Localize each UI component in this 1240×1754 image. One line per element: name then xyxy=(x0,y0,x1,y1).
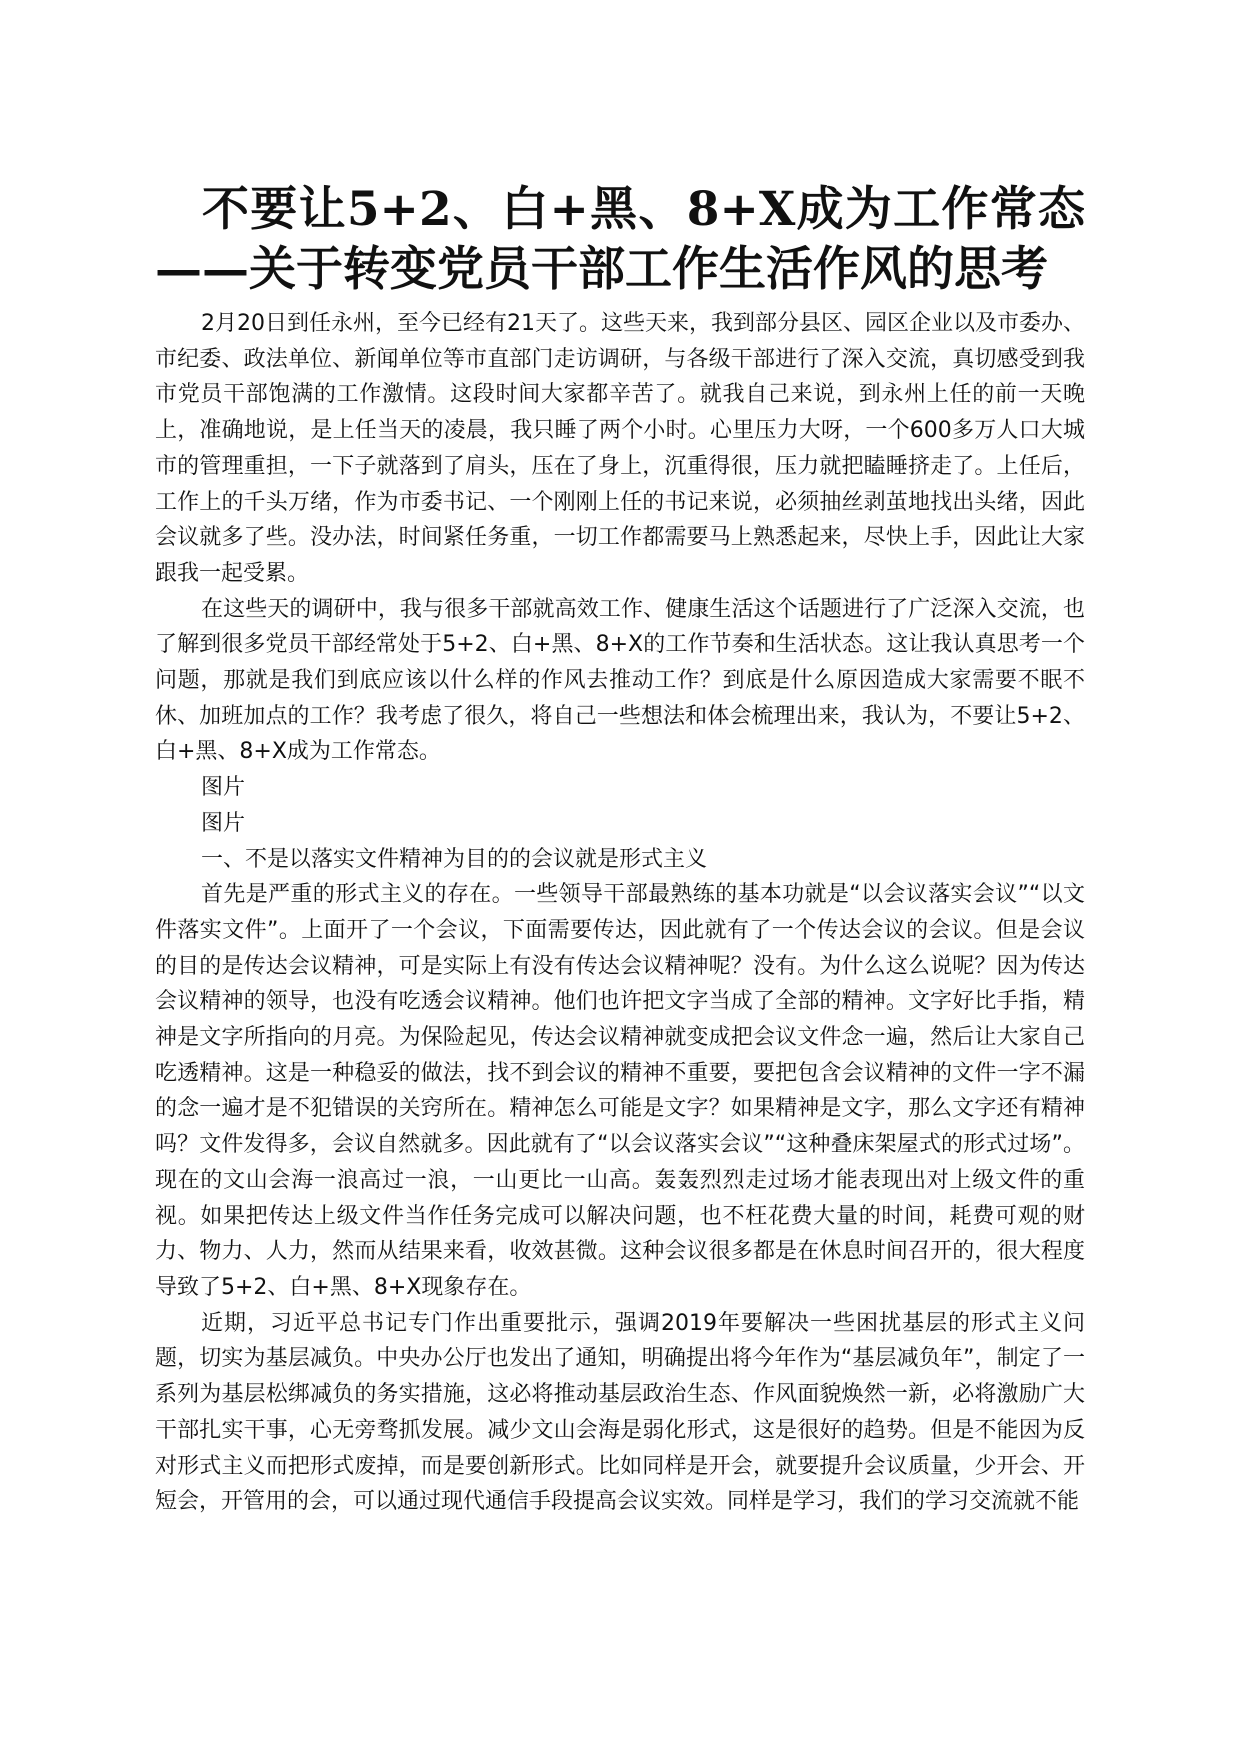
paragraph-reduce-burden: 近期，习近平总书记专门作出重要批示，强调2019年要解决一些困扰基层的形式主义问题，切实为基层减负。中央办公厅也发出了通知，明确提出将今年作为“基层减负年”，制定了一系列为基层松绑减负的务实措施，这必将推动基层政治生态、作风面貌焕然一新，必将激励广大干部扎实干事，心无旁骛抓发展。减少文山会海是弱化形式，这是很好的趋势。但是不能因为反对形式主义而把形式废掉，而是要创新形式。比如同样是开会，就要提升会议质量，少开会、开短会，开管用的会，可以通过现代通信手段提高会议实效。同样是学习，我们的学习交流就不能 xyxy=(155,1310,1085,1515)
document-title: 不要让5+2、白+黑、8+X成为工作常态——关于转变党员干部工作生活作风的思考 xyxy=(155,182,1085,297)
image-caption: 图片 xyxy=(201,810,246,836)
paragraph-formalism: 首先是严重的形式主义的存在。一些领导干部最熟练的基本功就是“以会议落实会议”“以文件落实文件”。上面开了一个会议，下面需要传达，因此就有了一个传达会议的会议。但是会议的目的是传达会议精神，可是实际上有没有传达会议精神呢？没有。为什么这么说呢？因为传达会议精神的领导，也没有吃透会议精神。他们也许把文字当成了全部的精神。文字好比手指，精神是文字所指向的月亮。为保险起见，传达会议精神就变成把会议文件念一遍，然后让大家自己吃透精神。这是一种稳妥的做法，找不到会议的精神不重要，要把包含会议精神的文件一字不漏的念一遍才是不犯错误的关窍所在。精神怎么可能是文字？如果精神是文字，那么文字还有精神吗？文件发得多，会议自然就多。因此就有了“以会议落实会议”“这种叠床架屋式的形式过场”。现在的文山会海一浪高过一浪，一山更比一山高。轰轰烈烈走过场才能表现出对上级文件的重视。如果把传达上级文件当作任务完成可以解决问题，也不枉花费大量的时间，耗费可观的财力、物力、人力，然而从结果来看，收效甚微。这种会议很多都是在休息时间召开的，很大程度导致了5+2、白+黑、8+X现象存在。 xyxy=(155,882,1085,1300)
section-heading: 一、不是以落实文件精神为目的的会议就是形式主义 xyxy=(201,846,708,872)
paragraph-reflection: 在这些天的调研中，我与很多干部就高效工作、健康生活这个话题进行了广泛深入交流，也了解到很多党员干部经常处于5+2、白+黑、8+X的工作节奏和生活状态。这让我认真思考一个问题，那就是我们到底应该以什么样的作风去推动工作？到底是什么原因造成大家需要不眠不休、加班加点的工作？我考虑了很久，将自己一些想法和体会梳理出来，我认为，不要让5+2、白+黑、8+X成为工作常态。 xyxy=(155,596,1085,765)
paragraph-intro: 2月20日到任永州，至今已经有21天了。这些天来，我到部分县区、园区企业以及市委办、市纪委、政法单位、新闻单位等市直部门走访调研，与各级干部进行了深入交流，真切感受到我市党员干部饱满的工作激情。这段时间大家都辛苦了。就我自己来说，到永州上任的前一天晚上，准确地说，是上任当天的凌晨，我只睡了两个小时。心里压力大呀，一个600多万人口大城市的管理重担，一下子就落到了肩头，压在了身上，沉重得很，压力就把瞌睡挤走了。上任后，工作上的千头万绪，作为市委书记、一个刚刚上任的书记来说，必须抽丝剥茧地找出头绪，因此会议就多了些。没办法，时间紧任务重，一切工作都需要马上熟悉起来，尽快上手，因此让大家跟我一起受累。 xyxy=(155,311,1085,586)
document-page xyxy=(155,180,1085,1520)
image-caption: 图片 xyxy=(201,775,246,801)
